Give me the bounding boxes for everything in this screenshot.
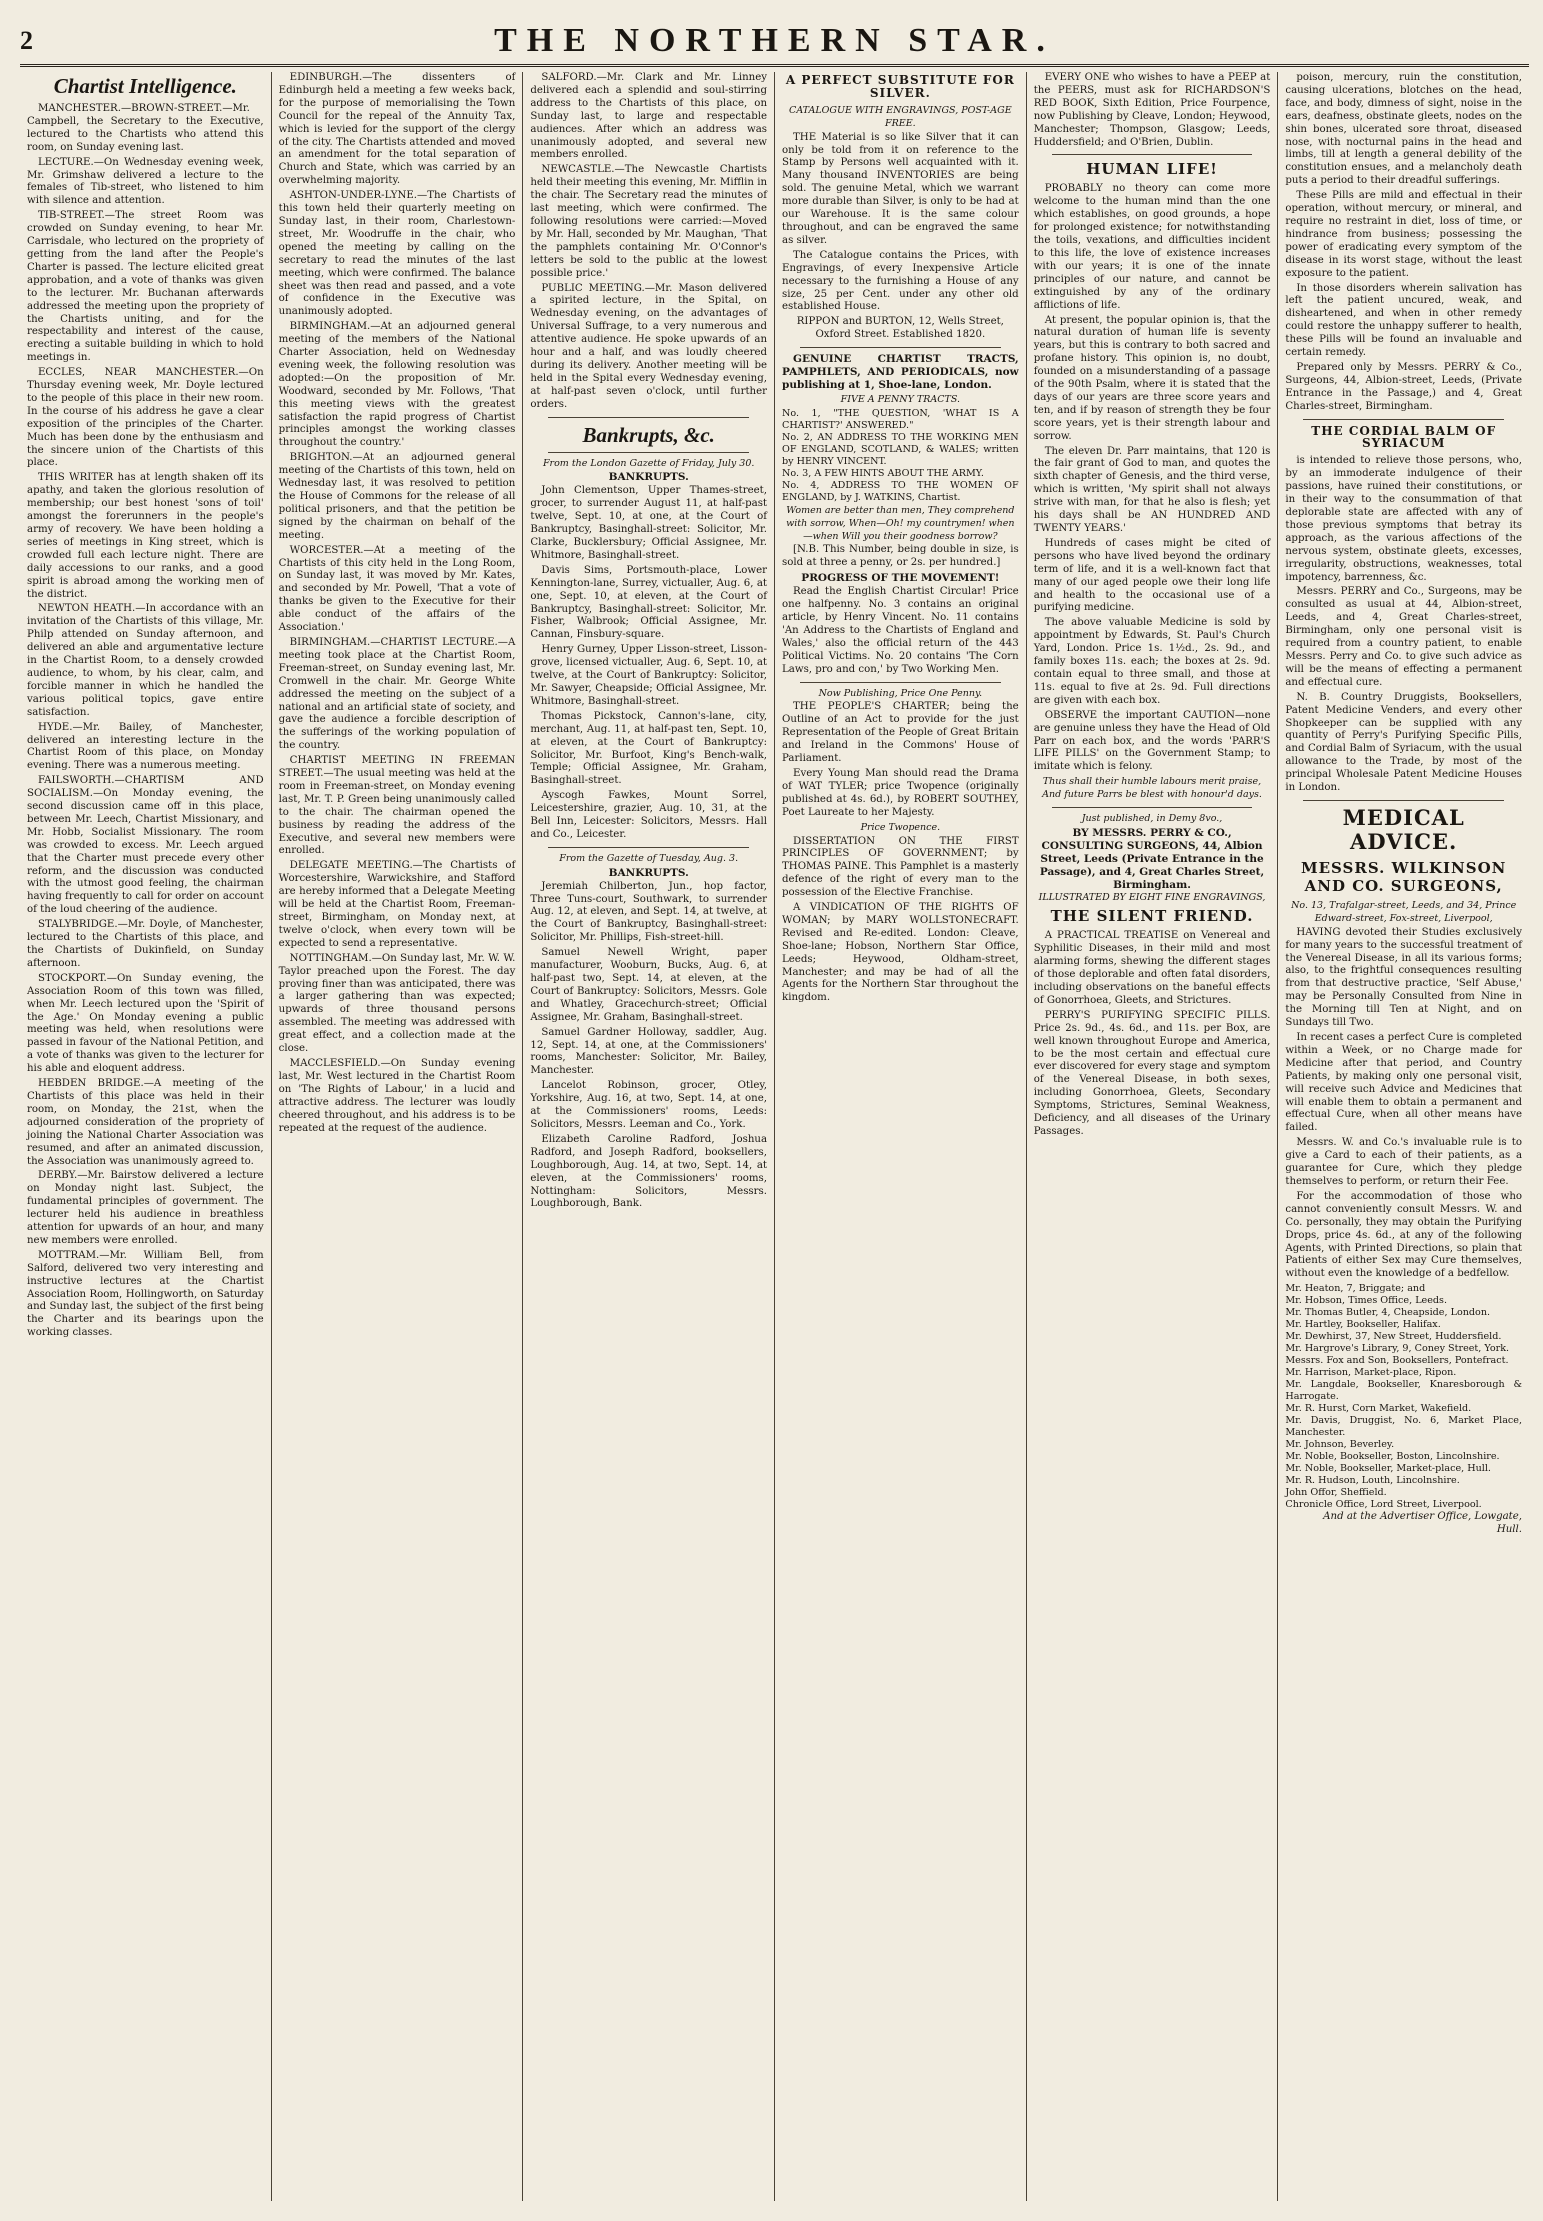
ad-address: RIPPON and BURTON, 12, Wells Street, Oxford Street. Established 1820. bbox=[796, 316, 1004, 341]
subheading-bankrupts: BANKRUPTS. bbox=[608, 471, 689, 484]
subheading: PROGRESS OF THE MOVEMENT! bbox=[801, 572, 1000, 585]
bankrupt-entry: John Clementson, Upper Thames-street, grocer, to surrender August 11, at half-past twelve, Sept. 10, at one, at the Court of Bankruptcy, Basinghall-street: Solicitor, Mr. Clarke, Bucklersbury; Official Assignee, Mr. Whitmore, Basinghall-street. bbox=[530, 485, 768, 561]
ad-paragraph: OBSERVE the important CAUTION—none are genuine unless they have the Head of Old Parr on each box, and the words 'PARR'S LIFE PILLS' on the Government Stamp; to imitate which is felony. bbox=[1033, 709, 1271, 773]
ad-paragraph: poison, mercury, ruin the constitution, causing ulcerations, blotches on the head, face, and body, dimness of sight, noise in the ears, deafness, obstinate gleets, nodes on the shin bones, ulcerated sore throat, diseased nose, with nocturnal pains in the head and limbs, till at length a general debility of the constitution ensues, and a melancholy death puts a period to their dreadful sufferings. bbox=[1285, 72, 1523, 187]
article-paragraph: MOTTRAM.—Mr. William Bell, from Salford, delivered two very interesting and instructive lectures at the Chartist Association Room, Hollingworth, on Saturday and Sunday last, the subject of the first being the Charter and its bearings upon the working classes. bbox=[27, 1249, 264, 1339]
ad-paragraph: Messrs. W. and Co.'s invaluable rule is to give a Card to each of their patients, as a guarantee for Cure, which they pledge themselves to perform, or return their Fee. bbox=[1285, 1137, 1523, 1187]
masthead bbox=[20, 18, 1529, 67]
list-item: Mr. Hargrove's Library, 9, Coney Street, York. bbox=[1285, 1343, 1510, 1355]
bankrupt-entry: Lancelot Robinson, grocer, Otley, Yorkshire, Aug. 16, at two, Sept. 14, at one, at the Commissioners' rooms, Leeds: Solicitors, Messrs. Leeman and Co., York. bbox=[530, 1080, 768, 1130]
ad-paragraph: is intended to relieve those persons, who, by an immoderate indulgence of their passions, have ruined their constitutions, or in their way to the consummation of that deplorable state are affected with any of those previous symptoms that betray its approach, as the various affections of the nervous system, obstinate gleets, excesses, irregularity, obstructions, weaknesses, total impotency, barrenness, &c. bbox=[1285, 455, 1523, 583]
ad-paragraph: HAVING devoted their Studies exclusively for many years to the successful treatment of the Venereal Disease, in all its various forms; also, to the frightful consequences resulting from that destructive practice, 'Self Abuse,' may be Personally Consulted from Nine in the Morning till Ten at Night, and on Sundays till Two. bbox=[1285, 926, 1523, 1029]
bankrupt-entry: Elizabeth Caroline Radford, Joshua Radford, and Joseph Radford, booksellers, Loughborough, Aug. 14, at two, Sept. 14, at eleven, at the Commissioners' rooms, Nottingham: Solicitors, Messrs. Loughborough, Bank. bbox=[530, 1133, 768, 1210]
divider bbox=[1303, 419, 1504, 420]
ad-paragraph: A VINDICATION OF THE RIGHTS OF WOMAN; by MARY WOLLSTONECRAFT. Revised and Re-edited. London: Cleave, Shoe-lane; Hobson, Northern Star Office, Leeds; Heywood, Oldham-street, Manchester; and may be had of all the Agents for the Northern Star throughout the kingdom. bbox=[782, 902, 1019, 1004]
divider bbox=[1303, 800, 1504, 801]
column-2 bbox=[272, 72, 524, 2201]
ad-paragraph: These Pills are mild and effectual in their operation, without mercury, or mineral, and require no restraint in diet, loss of time, or hindrance from business; possessing the power of eradicating every symptom of the disease in its worst stage, without the least exposure to the patient. bbox=[1285, 190, 1523, 279]
bankrupt-entry: Henry Gurney, Upper Lisson-street, Lisson-grove, licensed victualler, Aug. 6, Sept. 10, at twelve, at the Court of Bankruptcy: Solicitor, Mr. Sawyer, Cheapside; Official Assignee, Mr. Whitmore, Basinghall-street. bbox=[530, 644, 768, 707]
verse: Thus shall their humble labours merit praise, And future Parrs be blest with honour'd days. bbox=[1042, 776, 1262, 801]
ad-heading-tracts: GENUINE CHARTIST TRACTS, PAMPHLETS, AND PERIODICALS, now publishing at 1, Shoe-lane, London. bbox=[782, 353, 1019, 391]
divider bbox=[1052, 807, 1253, 808]
ad-paragraph: N. B. Country Druggists, Booksellers, Patent Medicine Venders, and every other Shopkeeper can be supplied with any quantity of Perry's Purifying Specific Pills, and Cordial Balm of Syriacum, with the usual allowance to the Trade, by most of the principal Wholesale Patent Medicine Houses in London. bbox=[1285, 691, 1523, 794]
column-1 bbox=[20, 72, 272, 2201]
list-item: No. 3, A FEW HINTS ABOUT THE ARMY. bbox=[782, 467, 984, 479]
ad-paragraph: THE PEOPLE'S CHARTER; being the Outline of an Act to provide for the just Representation of the People of Great Britain and Ireland in the Commons' House of Parliament. bbox=[782, 701, 1019, 765]
ad-paragraph: The eleven Dr. Parr maintains, that 120 is the fair grant of God to man, and quotes the sixth chapter of Genesis, and the third verse, which is written, 'My spirit shall not always strive with man, for that he also is flesh; yet his days shall be AN HUNDRED AND TWENTY YEARS.' bbox=[1033, 445, 1271, 534]
article-paragraph: SALFORD.—Mr. Clark and Mr. Linney delivered each a splendid and soul-stirring address to the Chartists of this place, on Sunday last, to large and respectable audiences. After which an address was unanimously adopted, and several new members enrolled. bbox=[530, 72, 768, 161]
article-paragraph: CHARTIST MEETING IN FREEMAN STREET.—The usual meeting was held at the room in Freeman-street, on Monday evening last, Mr. T. P. Green being unanimously called to the chair. The chairman opened the business by reading the address of the Executive, and several new members were enrolled. bbox=[278, 755, 516, 857]
ad-heading-medical-advice: MEDICAL ADVICE. bbox=[1342, 804, 1465, 854]
ad-heading-wilkinson: MESSRS. WILKINSON AND CO. SURGEONS, bbox=[1301, 858, 1507, 895]
article-paragraph: ASHTON-UNDER-LYNE.—The Chartists of this town held their quarterly meeting on Sunday last, in their room, Charlestown-street, Mr. Woodruffe in the chair, who opened the meeting by calling on the secretary to read the minutes of the last meeting, which were confirmed. The balance sheet was then read and passed, and a vote of confidence in the Executive was unanimously adopted. bbox=[278, 190, 516, 318]
subheading-bankrupts: BANKRUPTS. bbox=[608, 866, 689, 879]
list-item: Mr. Davis, Druggist, No. 6, Market Place, Manchester. bbox=[1285, 1415, 1523, 1439]
article-paragraph: LECTURE.—On Wednesday evening week, Mr. Grimshaw delivered a lecture to the females of Tib-street, who listened to him with silence and attention. bbox=[27, 156, 264, 207]
list-item: Mr. R. Hurst, Corn Market, Wakefield. bbox=[1285, 1403, 1472, 1415]
agent-list bbox=[1285, 1283, 1522, 1511]
ad-paragraph: For the accommodation of those who cannot conveniently consult Messrs. W. and Co. personally, they may obtain the Purifying Drops, price 4s. 6d., at any of the following Agents, with Printed Directions, so plain that Patients of either Sex may Cure themselves, without even the knowledge of a bedfellow. bbox=[1285, 1190, 1523, 1280]
divider bbox=[1052, 154, 1253, 155]
gazette-date: From the Gazette of Tuesday, Aug. 3. bbox=[559, 852, 739, 864]
list-item: Mr. Hobson, Times Office, Leeds. bbox=[1285, 1295, 1448, 1307]
list-item: Mr. Harrison, Market-place, Ripon. bbox=[1285, 1367, 1457, 1379]
ad-paragraph: The Catalogue contains the Prices, with Engravings, of every Inexpensive Article necessary to the furnishing a House of any size, 25 per Cent. under any other old established House. bbox=[782, 249, 1019, 313]
page-number: 2 bbox=[20, 26, 33, 55]
divider bbox=[548, 452, 749, 453]
section-heading-bankrupts: Bankrupts, &c. bbox=[582, 422, 715, 447]
list-item: Mr. R. Hudson, Louth, Lincolnshire. bbox=[1285, 1475, 1460, 1487]
columns bbox=[20, 72, 1529, 2201]
bankrupt-entry: Samuel Newell Wright, paper manufacturer, Wooburn, Bucks, Aug. 6, at half-past two, Sept. 14, at eleven, at the Court of Bankruptcy: Solicitors, Messrs. Gole and Whatley, Gracechurch-street; Official Assignee, Mr. Graham, Basinghall-street. bbox=[530, 947, 768, 1023]
poem: Women are better than men, They comprehend with sorrow, When—Oh! my countrymen! when—when Will you their goodness borrow? bbox=[786, 504, 1015, 542]
list-item: Mr. Langdale, Bookseller, Knaresborough & Harrogate. bbox=[1285, 1379, 1523, 1403]
bankrupt-entry: Davis Sims, Portsmouth-place, Lower Kennington-lane, Surrey, victualler, Aug. 6, at one, Sept. 10, at eleven, at the Court of Bankruptcy, Basinghall-street: Solicitor, Mr. Fisher, Walbrook; Official Assignee, Mr. Cannan, Finsbury-square. bbox=[530, 564, 768, 641]
divider bbox=[800, 347, 1001, 348]
ad-paragraph: Every Young Man should read the Drama of WAT TYLER; price Twopence (originally published at 4s. 6d.), by ROBERT SOUTHEY, Poet Laureate to her Majesty. bbox=[782, 767, 1019, 818]
newspaper-title: THE NORTHERN STAR. bbox=[494, 22, 1055, 59]
tract-list bbox=[782, 408, 1019, 504]
article-paragraph: BIRMINGHAM.—At an adjourned general meeting of the members of the National Charter Association, held on Wednesday evening week, the following resolution was adopted:—On the proposition of Mr. Woodward, seconded by Mr. Follows, 'That this meeting views with the greatest satisfaction the rapid progress of Chartist principles amongst the working classes throughout the country.' bbox=[278, 321, 516, 449]
article-paragraph: TIB-STREET.—The street Room was crowded on Sunday evening, to hear Mr. Carrisdale, who lectured on the propriety of getting from the land after the People's Charter is passed. The lecture elicited great approbation, and a vote of thanks was given to the lecturer. Mr. Buchanan afterwards addressed the meeting upon the propriety of the Chartists uniting, and for the respectability and interest of the cause, erecting a suitable building in which to hold meetings in. bbox=[27, 210, 264, 364]
article-paragraph: BIRMINGHAM.—CHARTIST LECTURE.—A meeting took place at the Chartist Room, Freeman-street, on Sunday evening last, Mr. Cromwell in the chair. Mr. George White addressed the meeting on the subject of a national and an artificial state of society, and gave the audience a forcible description of the sufferings of the working population of the country. bbox=[278, 636, 516, 752]
article-paragraph: MANCHESTER.—BROWN-STREET.—Mr. Campbell, the Secretary to the Executive, lectured to the Chartists who attend this room, on Sunday evening last. bbox=[27, 103, 264, 153]
article-paragraph: STALYBRIDGE.—Mr. Doyle, of Manchester, lectured to the Chartists of this place, and the Chartists of Dukinfield, on Sunday afternoon. bbox=[27, 919, 264, 969]
ad-subheading: FIVE A PENNY TRACTS. bbox=[840, 393, 961, 405]
ad-paragraph: Hundreds of cases might be cited of persons who have lived beyond the ordinary term of life, and it is a well-known fact that many of our aged people owe their long life and health to the occasional use of a purifying medicine. bbox=[1033, 537, 1271, 614]
divider bbox=[548, 417, 749, 418]
list-item: Messrs. Fox and Son, Booksellers, Pontefract. bbox=[1285, 1355, 1509, 1367]
ad-paragraph: EVERY ONE who wishes to have a PEEP at the PEERS, must ask for RICHARDSON'S RED BOOK, Sixth Edition, Price Fourpence, now Publishing by Cleave, London; Heywood, Manchester; Thompson, Glasgow; Leeds, Huddersfield; and O'Brien, Dublin. bbox=[1033, 72, 1271, 148]
ad-subheading: CATALOGUE WITH ENGRAVINGS, POST-AGE FREE. bbox=[789, 104, 1012, 129]
closing-line: And at the Advertiser Office, Lowgate, Hull. bbox=[1323, 1511, 1523, 1536]
ad-heading-perry: BY MESSRS. PERRY & CO., CONSULTING SURGEONS, 44, Albion Street, Leeds (Private Entrance in the Passage), and 4, Great Charles Street, Birmingham. bbox=[1039, 826, 1265, 891]
list-item: No. 1, "THE QUESTION, 'WHAT IS A CHARTIST?' ANSWERED." bbox=[782, 407, 1019, 431]
column-6 bbox=[1278, 72, 1529, 2201]
ad-address: No. 13, Trafalgar-street, Leeds, and 34, Prince Edward-street, Fox-street, Liverpool, bbox=[1291, 899, 1517, 924]
ad-paragraph: The above valuable Medicine is sold by appointment by Edwards, St. Paul's Church Yard, London. Price 1s. 1½d., 2s. 9d., and family boxes 11s. each; the boxes at 2s. 9d. contain equal to three small, and those at 11s. equal to five at 2s. 9d. Full directions are given with each box. bbox=[1033, 617, 1271, 706]
article-paragraph: PUBLIC MEETING.—Mr. Mason delivered a spirited lecture, in the Spital, on Wednesday evening, on the advantages of Universal Suffrage, to a very numerous and attentive audience. He spoke upwards of an hour and a half, and was loudly cheered during its delivery. Another meeting will be held in the Spital every Wednesday evening, at half-past seven o'clock, until further orders. bbox=[530, 282, 768, 410]
gazette-date: From the London Gazette of Friday, July 30. bbox=[542, 457, 755, 469]
bankrupt-entry: Jeremiah Chilberton, Jun., hop factor, Three Tuns-court, Southwark, to surrender Aug. 12, at eleven, and Sept. 14, at twelve, at the Court of Bankruptcy, Basinghall-street: Solicitor, Mr. Phillips, Fish-street-hill. bbox=[530, 880, 768, 944]
ad-paragraph: Read the English Chartist Circular! Price one halfpenny. No. 3 contains an original article, by Henry Vincent. No. 11 contains 'An Address to the Chartists of England and Wales,' also the official return of the 443 Political Victims. No. 20 contains 'The Corn Laws, pro and con,' by Two Working Men. bbox=[782, 586, 1019, 675]
list-item: Mr. Dewhirst, 37, New Street, Huddersfield. bbox=[1285, 1331, 1502, 1343]
bankrupt-entry: Samuel Gardner Holloway, saddler, Aug. 12, Sept. 14, at one, at the Commissioners' rooms, Manchester: Solicitor, Mr. Bailey, Manchester. bbox=[530, 1026, 768, 1077]
list-item: John Offor, Sheffield. bbox=[1285, 1487, 1387, 1499]
list-item: Mr. Heaton, 7, Briggate; and bbox=[1285, 1283, 1426, 1295]
article-paragraph: FAILSWORTH.—CHARTISM AND SOCIALISM.—On Monday evening, the second discussion came off in this place, between Mr. Leech, Chartist Missionary, and Mr. Hobb, Socialist Missionary. The room was crowded to excess. Mr. Leech argued that the Charter must precede every other reform, and the discussion was conducted with the utmost good feeling, the chairman having frequently to call for order on account of the loud cheering of the audience. bbox=[27, 775, 264, 916]
note: [N.B. This Number, being double in size, is sold at three a penny, or 2s. per hundred.] bbox=[782, 544, 1019, 569]
article-paragraph: WORCESTER.—At a meeting of the Chartists of this city held in the Long Room, on Sunday last, it was moved by Mr. Kates, and seconded by Mr. Powell, 'That a vote of thanks be given to the Executive for their able conduct of the affairs of the Association.' bbox=[278, 544, 516, 634]
ad-paragraph: In recent cases a perfect Cure is completed within a Week, or no Charge made for Medicine after that period, and Country Patients, by making only one personal visit, will receive such Advice and Medicines that will enable them to obtain a permanent and effectual Cure, when all other means have failed. bbox=[1285, 1032, 1523, 1134]
article-paragraph: HEBDEN BRIDGE.—A meeting of the Chartists of this place was held in their room, on Monday, the 21st, when the adjourned consideration of the propriety of joining the National Charter Association was resumed, and after an animated discussion, the Association was unanimously agreed to. bbox=[27, 1078, 264, 1167]
ad-heading-cordial-balm: THE CORDIAL BALM OF SYRIACUM bbox=[1311, 423, 1497, 451]
article-paragraph: EDINBURGH.—The dissenters of Edinburgh held a meeting a few weeks back, for the purpose of memorialising the Town Council for the repeal of the Annuity Tax, which is levied for the support of the clergy of the city. The Chartists attended and moved an amendment for the total separation of Church and State, which was carried by an overwhelming majority. bbox=[278, 72, 516, 187]
divider bbox=[800, 682, 1001, 683]
list-item: Mr. Johnson, Beverley. bbox=[1285, 1439, 1395, 1451]
section-heading-chartist-intelligence: Chartist Intelligence. bbox=[53, 74, 237, 98]
article-paragraph: NEWCASTLE.—The Newcastle Chartists held their meeting this evening, Mr. Mifflin in the chair. The Secretary read the minutes of last meeting, which were confirmed. The following resolutions were carried:—Moved by Mr. Hall, seconded by Mr. Maughan, 'That the pamphlets containing Mr. O'Connor's letters be sold to the public at the lowest possible price.' bbox=[530, 164, 768, 279]
ad-heading-human-life: HUMAN LIFE! bbox=[1086, 160, 1218, 179]
ad-paragraph: Prepared only by Messrs. PERRY & Co., Surgeons, 44, Albion-street, Leeds, (Private Entrance in the Passage,) and 4, Great Charles-street, Birmingham. bbox=[1285, 361, 1523, 412]
list-item: Mr. Noble, Bookseller, Market-place, Hull. bbox=[1285, 1463, 1491, 1475]
bankrupt-entry: Thomas Pickstock, Cannon's-lane, city, merchant, Aug. 11, at half-past ten, Sept. 10, at eleven, at the Court of Bankruptcy: Solicitor, Mr. Burfoot, King's Bench-walk, Temple; Official Assignee, Mr. Graham, Basinghall-street. bbox=[530, 710, 768, 787]
article-paragraph: STOCKPORT.—On Sunday evening, the Association Room of this town was filled, when Mr. Leech lectured upon the 'Spirit of the Age.' On Monday evening a public meeting was held, when resolutions were passed in favour of the National Petition, and a vote of thanks was given to the lecturer for his able and eloquent address. bbox=[27, 972, 264, 1075]
list-item: Mr. Thomas Butler, 4, Cheapside, London. bbox=[1285, 1307, 1491, 1319]
column-4 bbox=[775, 72, 1027, 2201]
article-paragraph: THIS WRITER has at length shaken off its apathy, and taken the glorious resolution of membership; our best honest 'sons of toil' amongst the forerunners in the people's army of recovery. We have been holding a series of meetings in King street, which is crowded full each lecture night. There are daily accessions to our ranks, and a good spirit is abroad among the working men of the district. bbox=[27, 472, 264, 600]
article-paragraph: MACCLESFIELD.—On Sunday evening last, Mr. West lectured in the Chartist Room on 'The Rights of Labour,' in a lucid and attractive address. The lecturer was loudly cheered throughout, and his address is to be repeated at the request of the audience. bbox=[278, 1057, 516, 1134]
price-note: Price Twopence. bbox=[860, 821, 941, 833]
article-paragraph: DELEGATE MEETING.—The Chartists of Worcestershire, Warwickshire, and Stafford are hereby informed that a Delegate Meeting will be held at the Chartist Room, Freeman-street, Birmingham, on Monday next, at twelve o'clock, when every town will be expected to send a representative. bbox=[278, 860, 516, 949]
ad-paragraph: DISSERTATION ON THE FIRST PRINCIPLES OF GOVERNMENT; by THOMAS PAINE. This Pamphlet is a masterly defence of the right of every man to the possession of the Elective Franchise. bbox=[782, 835, 1019, 899]
ad-subheading: Just published, in Demy 8vo., bbox=[1081, 813, 1223, 825]
ad-paragraph: PROBABLY no theory can come more welcome to the human mind than the one which establishes, on good grounds, a hope for prolonged existence; for notwithstanding the toils, vexations, and difficulties incident to this life, the love of existence increases with our years; it is one of the innate principles of our nature, and cannot be extinguished by any of the ordinary afflictions of life. bbox=[1033, 183, 1271, 311]
bankrupt-entry: Ayscogh Fawkes, Mount Sorrel, Leicestershire, grazier, Aug. 10, 31, at the Bell Inn, Leicester: Solicitors, Messrs. Hall and Co., Leicester. bbox=[530, 790, 768, 840]
article-paragraph: DERBY.—Mr. Bairstow delivered a lecture on Monday night last. Subject, the fundamental principles of government. The lecturer held his audience in breathless attention for upwards of an hour, and many new members were enrolled. bbox=[27, 1170, 264, 1246]
list-item: No. 2, AN ADDRESS TO THE WORKING MEN OF ENGLAND, SCOTLAND, & WALES; written by HENRY VINCENT. bbox=[782, 431, 1019, 467]
ad-paragraph: A PRACTICAL TREATISE on Venereal and Syphilitic Diseases, in their mild and most alarming forms, shewing the different stages of those deplorable and often fatal disorders, including observations on the baneful effects of Gonorrhoea, Gleets, and Strictures. bbox=[1033, 930, 1271, 1006]
list-item: Mr. Noble, Bookseller, Boston, Lincolnshire. bbox=[1285, 1451, 1500, 1463]
list-item: Chronicle Office, Lord Street, Liverpool. bbox=[1285, 1499, 1482, 1511]
ad-subheading: Now Publishing, Price One Penny. bbox=[818, 687, 983, 699]
article-paragraph: NEWTON HEATH.—In accordance with an invitation of the Chartists of this village, Mr. Philp attended on Sunday afternoon, and delivered an able and argumentative lecture in the Chartist Room, to a densely crowded audience, to whom, by his clear, calm, and forcible manner in which he handled the various political topics, gave entire satisfaction. bbox=[27, 603, 264, 718]
list-item: No. 4, ADDRESS TO THE WOMEN OF ENGLAND, by J. WATKINS, Chartist. bbox=[782, 479, 1019, 503]
column-3 bbox=[523, 72, 775, 2201]
column-5 bbox=[1027, 72, 1279, 2201]
article-paragraph: ECCLES, NEAR MANCHESTER.—On Thursday evening week, Mr. Doyle lectured to the people of this place in their new room. In the course of his address he gave a clear exposition of the principles of the Charter. Much has been done by the enthusiasm and the sincere union of the Chartists of this place. bbox=[27, 367, 264, 469]
list-item: Mr. Hartley, Bookseller, Halifax. bbox=[1285, 1319, 1441, 1331]
ad-paragraph: THE Material is so like Silver that it can only be told from it on reference to the Stamp by Persons well acquainted with it. Many thousand INVENTORIES are being sold. The genuine Metal, which we warrant more durable than Silver, is only to be had at our Warehouse. It is the same colour throughout, and can be engraved the same as silver. bbox=[782, 131, 1019, 246]
ad-paragraph: PERRY'S PURIFYING SPECIFIC PILLS. Price 2s. 9d., 4s. 6d., and 11s. per Box, are well known throughout Europe and America, to be the most certain and effectual cure ever discovered for every stage and symptom of the Venereal Disease, in both sexes, including Gonorrhoea, Gleets, Secondary Symptoms, Strictures, Seminal Weakness, Deficiency, and all diseases of the Urinary Passages. bbox=[1033, 1009, 1271, 1137]
article-paragraph: BRIGHTON.—At an adjourned general meeting of the Chartists of this town, held on Wednesday last, it was resolved to petition the House of Commons for the release of all political prisoners, and that the petition be signed by the chairman on behalf of the meeting. bbox=[278, 452, 516, 541]
ad-paragraph: In those disorders wherein salivation has left the patient uncured, weak, and disheartened, and when in other remedy could restore the unhappy sufferer to health, these Pills will be found an invaluable and certain remedy. bbox=[1285, 282, 1523, 359]
ad-paragraph: Messrs. PERRY and Co., Surgeons, may be consulted as usual at 44, Albion-street, Leeds, and 4, Great Charles-street, Birmingham, only one personal visit is required from a country patient, to enable Messrs. Perry and Co. to give such advice as will be the means of effecting a permanent and effectual cure. bbox=[1285, 586, 1523, 688]
ad-paragraph: At present, the popular opinion is, that the natural duration of human life is seventy years, but this is contrary to both sacred and profane history. This opinion is, no doubt, founded on a misunderstanding of a passage of the 90th Psalm, where it is stated that the days of our years are three score years and ten, and if by reason of strength they be four score years, yet is their strength labour and sorrow. bbox=[1033, 314, 1271, 442]
article-paragraph: HYDE.—Mr. Bailey, of Manchester, delivered an interesting lecture in the Chartist Room of this place, on Monday evening. There was a numerous meeting. bbox=[27, 721, 264, 772]
divider bbox=[548, 847, 749, 848]
ad-heading-silent-friend: THE SILENT FRIEND. bbox=[1050, 907, 1254, 926]
article-paragraph: NOTTINGHAM.—On Sunday last, Mr. W. W. Taylor preached upon the Forest. The day proving finer than was anticipated, there was a larger gathering than was expected; upwards of three thousand persons assembled. The meeting was addressed with great effect, and a collection made at the close. bbox=[278, 952, 516, 1055]
ad-heading-silver: A PERFECT SUBSTITUTE FOR SILVER. bbox=[785, 73, 1015, 100]
ad-subheading: ILLUSTRATED BY EIGHT FINE ENGRAVINGS, bbox=[1038, 892, 1266, 904]
